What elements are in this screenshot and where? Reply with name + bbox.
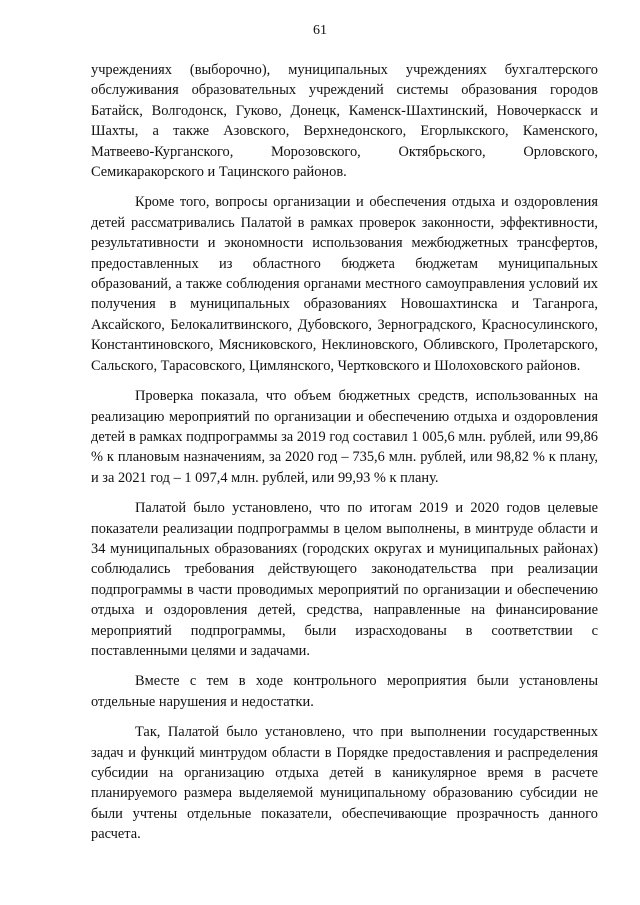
paragraph-continuation: учреждениях (выборочно), муниципальных учреждениях бухгалтерского обслуживания образовательных учреждений системы образования городов Батайск, Волгодонск, Гуково, Донецк, Каменск-Шахтинский, Новочеркасск и Шахты, а также Азовского, Верхнедонского, Егорлыкского, Каменского, Матвеево-Курганского, Морозовского, Октябрьского, Орловского, Семикаракорского и Тацинского районов.: [91, 62, 598, 181]
paragraph-subsidy-calculation: Так, Палатой было установлено, что при выполнении государственных задач и функций минтрудом области в Порядке предоставления и распределения субсидии на организацию отдыха детей в каникулярное время в расчете планируемого размера выделяемой муниципальному образованию субсидии не были учтены отдельные показатели, обеспечивающие прозрачность данного расчета.: [91, 724, 598, 843]
paragraph-targets-met: Палатой было установлено, что по итогам 2019 и 2020 годов целевые показатели реализации подпрограммы в целом выполнены, в минтруде области и 34 муниципальных образованиях (городских округах и муниципальных районах) соблюдались требования действующего законодательства при реализации подпрограммы в части проводимых мероприятий по организации и обеспечению отдыха и оздоровления детей, средства, направленные на финансирование мероприятий подпрограммы, были израсходованы в соответствии с поставленными целями и задачами.: [91, 500, 598, 659]
paragraph-budget-results: Проверка показала, что объем бюджетных средств, использованных на реализацию мероприятий по организации и обеспечению отдыха и оздоровления детей в рамках подпрограммы за 2019 год составил 1 005,6 млн. рублей, или 99,86 % к плановым назначениям, за 2020 год – 735,6 млн. рублей, или 98,82 % к плану, и за 2021 год – 1 097,4 млн. рублей, или 99,93 % к плану.: [91, 388, 598, 486]
paragraph-violations: Вместе с тем в ходе контрольного мероприятия были установлены отдельные нарушения и недостатки.: [91, 673, 598, 710]
page-number: 61: [313, 23, 327, 38]
paragraph-inspections: Кроме того, вопросы организации и обеспечения отдыха и оздоровления детей рассматривались Палатой в рамках проверок законности, эффективности, результативности и экономности использования межбюджетных трансфертов, предоставленных из областного бюджета бюджетам муниципальных образований, а также соблюдения органами местного самоуправления условий их получения в муниципальных образованиях Новошахтинска и Таганрога, Аксайского, Белокалитвинского, Дубовского, Зерноградского, Красносулинского, Константиновского, Мясниковского, Неклиновского, Обливского, Пролетарского, Сальского, Тарасовского, Цимлянского, Чертковского и Шолоховского районов.: [91, 194, 598, 374]
document-body: [91, 60, 598, 845]
